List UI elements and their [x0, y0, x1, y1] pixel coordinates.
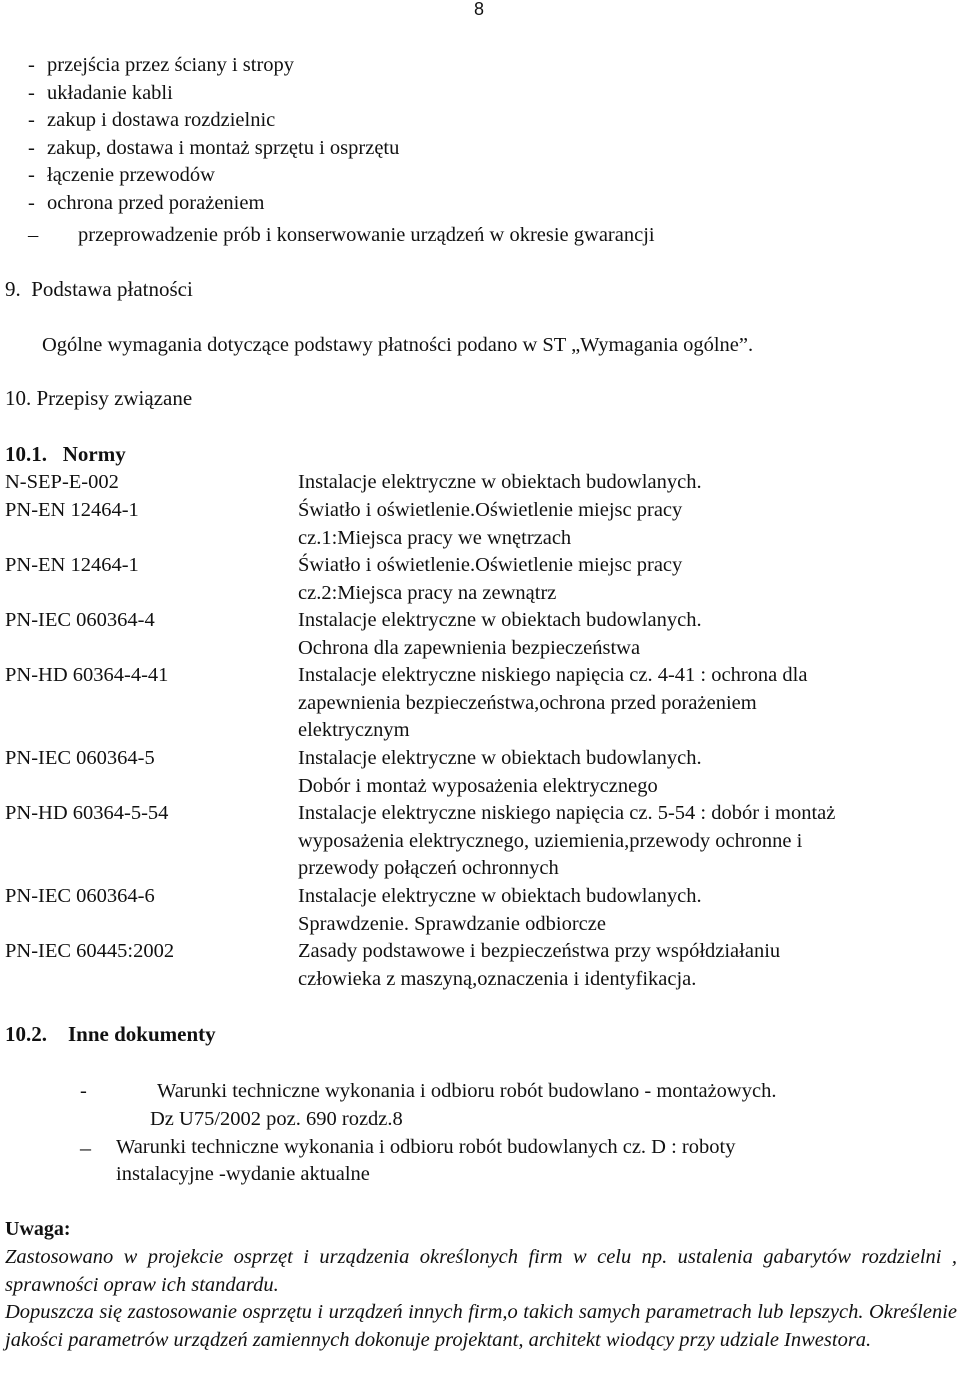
norm-description [298, 607, 702, 662]
norm-description [298, 469, 702, 497]
norm-description-line: Zasady podstawowe i bezpieczeństwa przy współdziałaniu [298, 940, 781, 962]
norm-description-line: przewody połączeń ochronnych [298, 857, 559, 879]
list-item-dash: – [80, 1135, 91, 1160]
norm-code: PN-IEC 060364-4 [5, 609, 155, 631]
page-number: 8 [474, 0, 485, 19]
list-item-text: ochrona przed porażeniem [47, 192, 265, 214]
section-10-1-heading [5, 441, 126, 469]
norm-code: PN-EN 12464-1 [5, 554, 139, 576]
section-9-body: Ogólne wymagania dotyczące podstawy płatności podano w ST „Wymagania ogólne”. [42, 334, 754, 356]
section-number: 10.1. [5, 442, 47, 466]
norm-description [298, 883, 702, 938]
list-dash: - [28, 54, 35, 76]
norm-description-line: człowieka z maszyną,oznaczenia i identyfikacja. [298, 967, 697, 990]
list-dash: – [28, 224, 39, 246]
norm-description-line: Instalacje elektryczne w obiektach budowlanych. [298, 885, 702, 907]
norm-code: PN-HD 60364-4-41 [5, 664, 169, 686]
section-title: Normy [62, 442, 126, 466]
norm-description-line: Dobór i montaż wyposażenia elektrycznego [298, 774, 658, 797]
list-item-text: Warunki techniczne wykonania i odbioru robót budowlano - montażowych. [157, 1080, 777, 1102]
norm-code: PN-IEC 60445:2002 [5, 940, 175, 962]
list-item [28, 107, 275, 135]
norm-code: N-SEP-E-002 [5, 471, 119, 493]
note-title: Uwaga: [5, 1218, 71, 1240]
list-dash: - [28, 192, 35, 214]
norm-description-line: cz.1:Miejsca pracy we wnętrzach [298, 526, 572, 549]
norm-description-line: Instalacje elektryczne w obiektach budowlanych. [298, 471, 702, 493]
norm-code: PN-EN 12464-1 [5, 499, 139, 521]
note-paragraph: Dopuszcza się zastosowanie osprzętu i urządzeń innych firm,o takich samych parametrach lub lepszych. Określenie jakości parametrów urządzeń zamiennych dokonuje projektant, architekt wiodący przy udziale Inwestora. [5, 1301, 957, 1351]
list-item-text: Dz U75/2002 poz. 690 rozdz.8 [150, 1108, 403, 1130]
norm-description-line: cz.2:Miejsca pracy na zewnątrz [298, 581, 557, 604]
section-title: Podstawa płatności [31, 277, 193, 301]
section-10-heading [5, 385, 192, 413]
section-number: 10. [5, 386, 32, 410]
norm-description-line: Instalacje elektryczne niskiego napięcia cz. 4-41 : ochrona dla [298, 664, 808, 686]
norm-description-line: Światło i oświetlenie.Oświetlenie miejsc pracy [298, 554, 683, 576]
list-item-text: układanie kabli [47, 82, 173, 104]
list-item-text: przeprowadzenie prób i konserwowanie urządzeń w okresie gwarancji [78, 224, 655, 246]
norm-description [298, 745, 702, 800]
norm-description-line: Światło i oświetlenie.Oświetlenie miejsc pracy [298, 499, 683, 521]
list-item [28, 52, 294, 80]
list-item [28, 80, 173, 108]
norm-description-line: Instalacje elektryczne w obiektach budowlanych. [298, 747, 702, 769]
note-paragraph: Zastosowano w projekcie osprzęt i urządzenia określonych firm w celu np. ustalenia gabarytów rozdzielni , sprawności opraw ich standardu. [5, 1246, 957, 1296]
norm-code: PN-IEC 060364-5 [5, 747, 155, 769]
section-9-heading [5, 276, 193, 304]
norm-description [298, 497, 682, 552]
section-number: 9. [5, 277, 21, 301]
norm-code: PN-HD 60364-5-54 [5, 802, 169, 824]
list-item-dash: - [80, 1080, 87, 1102]
norm-description-line: Ochrona dla zapewnienia bezpieczeństwa [298, 636, 641, 659]
list-dash: - [28, 164, 35, 186]
list-item [28, 190, 264, 218]
section-title: Przepisy związane [36, 386, 193, 410]
section-title: Inne dokumenty [68, 1022, 216, 1046]
norm-description [298, 552, 682, 607]
list-item [28, 222, 655, 250]
norm-description [298, 800, 835, 883]
list-item [28, 162, 215, 190]
list-dash: - [28, 137, 35, 159]
list-item-text: łączenie przewodów [47, 164, 215, 186]
norm-description-line: elektrycznym [298, 719, 410, 741]
list-item-text: Warunki techniczne wykonania i odbioru robót budowlanych cz. D : roboty [116, 1136, 736, 1158]
norm-description [298, 662, 807, 745]
list-item-text: zakup i dostawa rozdzielnic [47, 109, 276, 131]
norm-code: PN-IEC 060364-6 [5, 885, 155, 907]
norm-description-line: Instalacje elektryczne w obiektach budowlanych. [298, 609, 702, 631]
norm-description-line: wyposażenia elektrycznego, uziemienia,przewody ochronne i [298, 829, 803, 852]
list-item-text: przejścia przez ściany i stropy [47, 54, 295, 76]
list-dash: - [28, 82, 35, 104]
norm-description [298, 938, 780, 993]
list-dash: - [28, 109, 35, 131]
section-10-2-heading [5, 1021, 216, 1049]
norm-description-line: zapewnienia bezpieczeństwa,ochrona przed porażeniem [298, 691, 757, 714]
list-item [28, 135, 399, 163]
list-item-text: zakup, dostawa i montaż sprzętu i osprzętu [47, 137, 400, 159]
norm-description-line: Instalacje elektryczne niskiego napięcia cz. 5-54 : dobór i montaż [298, 802, 836, 824]
section-number: 10.2. [5, 1022, 47, 1046]
list-item-text: instalacyjne -wydanie aktualne [116, 1163, 370, 1185]
norm-description-line: Sprawdzenie. Sprawdzanie odbiorcze [298, 912, 606, 935]
